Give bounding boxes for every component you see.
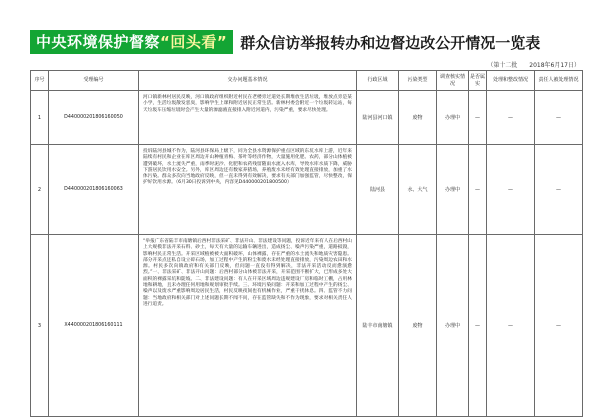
table-row <box>31 145 583 235</box>
cell-code: D440000201806160050 <box>49 91 139 145</box>
header-pollution: 污染类型 <box>399 71 437 91</box>
table-row <box>31 235 583 417</box>
complaints-table <box>30 70 583 417</box>
cell-no: 3 <box>31 235 49 417</box>
header-content: 交办问题基本情况 <box>139 71 357 91</box>
cell-region: 陆河县 <box>357 145 399 235</box>
meta-row <box>477 60 580 69</box>
cell-verified: — <box>469 235 487 417</box>
title-banner-quoted: “回头看” <box>160 33 228 51</box>
page-title: 群众信访举报转办和边督边改公开情况一览表 <box>240 33 541 52</box>
cell-status: 办理中 <box>437 235 469 417</box>
cell-region: 陆河县河口镇 <box>357 91 399 145</box>
header-verified: 是否属实 <box>469 71 487 91</box>
cell-handling: — <box>487 91 535 145</box>
cell-accountability: — <box>535 91 583 145</box>
cell-handling: — <box>487 145 535 235</box>
cell-handling: — <box>487 235 535 417</box>
title-row <box>30 29 540 55</box>
table-row <box>31 91 583 145</box>
cell-verified: — <box>469 91 487 145</box>
title-banner <box>30 30 233 54</box>
cell-no: 1 <box>31 91 49 145</box>
cell-code: D440000201806160063 <box>49 145 139 235</box>
header-code: 受理编号 <box>49 71 139 91</box>
cell-accountability: — <box>535 145 583 235</box>
header-status: 调查核实情况 <box>437 71 469 91</box>
title-banner-prefix: 中央环境保护督察 <box>36 33 161 51</box>
cell-pollution: 废物 <box>399 235 437 417</box>
cell-status: 办理中 <box>437 91 469 145</box>
header-region: 行政区域 <box>357 71 399 91</box>
table-header-row <box>31 71 583 91</box>
cell-content: 投诉陆河县城不作为，陆河县环保局上级下，同为全县水资源保护重点区域的东坑水库上游，近年来陆续有村民和企业在库区周边开山种植青梅、茶叶等经济作物，大量施用化肥、农药，部分山体植被遭到破坏，水土流失严重，雨季时泥沙、化肥和农药残留随雨水流入水库，导致水库水质下降，威胁下游居民饮用水安全。另外，库区周边还有数家养猪场，养殖废水未经有效处理直接排放，加重了水体污染。群众多次向当地政府反映，但一直未得到有效解决，要求有关部门加强监管，尽快整改，保护好饮用水源。（6月30日投诉到中央，内容见D440000201800500） <box>139 145 357 235</box>
cell-region: 陆丰市南塘镇 <box>357 235 399 417</box>
cell-pollution: 水、大气 <box>399 145 437 235</box>
cell-pollution: 废物 <box>399 91 437 145</box>
header-no: 序号 <box>31 71 49 91</box>
cell-code: X440000201806160111 <box>49 235 139 417</box>
cell-accountability: — <box>535 235 583 417</box>
cell-no: 2 <box>31 145 49 235</box>
cell-content: 河口镇新林村居民反映，河口镇政府组织附近村民在老楼旁过道处长期堆放生活垃圾，堆放点旁是某小学，生活垃圾散发恶臭，影响学生上课和附近居民正常生活。新林村委会附近一个垃圾转运站，每天垃圾车压缩垃圾时会产生大量的渗滤液直接排入附近河道内，污染严重，要求尽快处理。 <box>139 91 357 145</box>
cell-status: 办理中 <box>437 145 469 235</box>
header-accountability: 责任人被处理情况 <box>535 71 583 91</box>
header-handling: 处理和整改情况 <box>487 71 535 91</box>
cell-content: “举报广东省陆丰市南塘镇后西村非法采矿、非法开山、非法建设等问题，投诉近年来有人在后西村山上大规模非法开采石料、砂土，每天有大量的运输车辆进出，造成扬尘、噪声污染严重，道路损毁，影响村民正常生活。开采区域植被被大面积破坏，山体裸露，存在严重的水土流失和地质灾害隐患。部分开采点还私自设立碎石场，加工过程中产生的粉尘和废水未经处理直接排放，污染周边农田和水源。村民多次向镇政府和有关部门反映，但问题一直没有得到解决，非法开采活动反而愈演愈烈。”一、非法采矿、非法开山问题：后西村部分山体被非法开采，开采范围不断扩大，已形成多处大面积的裸露采坑和陡坡。二、非法建设问题：有人在开采区域周边违规建设厂房和临时工棚，占用林地和耕地，且未办理任何用地和规划审批手续。三、环境污染问题：开采和加工过程中产生的扬尘、噪声以及废水严重影响周边居民生活，村民反映夜间也有机械作业，严重干扰休息。四、监管不力问题：当地政府和相关部门对上述问题长期不闻不问，存在监管缺失和不作为现象，要求对相关责任人进行追责。 <box>139 235 357 417</box>
date-label: 2018年6月17日） <box>529 62 580 69</box>
cell-verified: — <box>469 145 487 235</box>
batch-label: （第十二批 <box>487 62 518 69</box>
